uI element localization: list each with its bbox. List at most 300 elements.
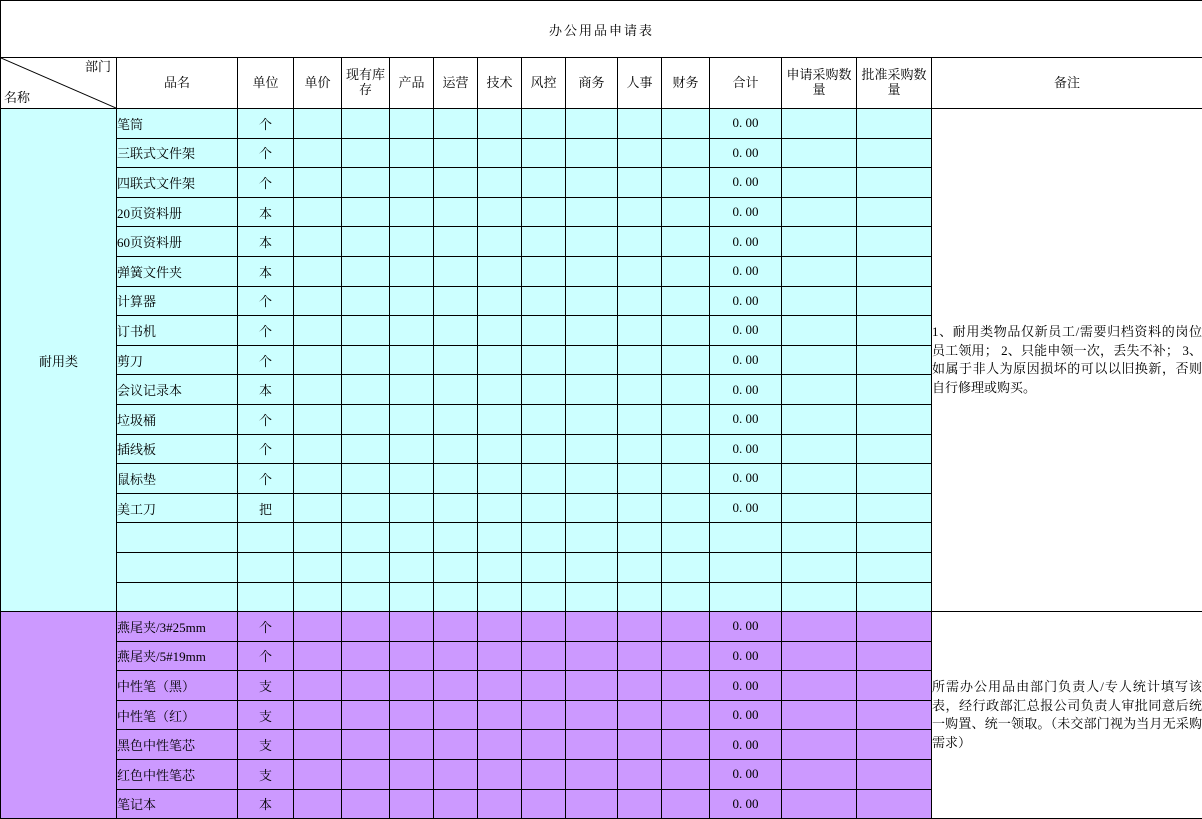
cell-item-name[interactable]: 笔记本: [117, 789, 238, 819]
cell-dept-qty[interactable]: [618, 612, 662, 642]
cell-item-name[interactable]: [117, 582, 238, 612]
cell-approve-qty[interactable]: [857, 582, 932, 612]
cell-dept-qty[interactable]: [662, 138, 710, 168]
cell-dept-qty[interactable]: [390, 789, 434, 819]
cell-item-name[interactable]: 红色中性笔芯: [117, 760, 238, 790]
cell-dept-qty[interactable]: [618, 168, 662, 198]
cell-dept-qty[interactable]: [662, 464, 710, 494]
cell-unit-price[interactable]: [294, 641, 342, 671]
cell-dept-qty[interactable]: [522, 256, 566, 286]
cell-unit-price[interactable]: [294, 256, 342, 286]
cell-dept-qty[interactable]: [566, 582, 618, 612]
cell-dept-qty[interactable]: [662, 671, 710, 701]
cell-dept-qty[interactable]: [618, 760, 662, 790]
cell-dept-qty[interactable]: [618, 138, 662, 168]
cell-unit[interactable]: 本: [238, 256, 294, 286]
cell-dept-qty[interactable]: [390, 464, 434, 494]
cell-apply-qty[interactable]: [782, 316, 857, 346]
cell-apply-qty[interactable]: [782, 345, 857, 375]
cell-dept-qty[interactable]: [566, 789, 618, 819]
cell-stock[interactable]: [342, 464, 390, 494]
cell-item-name[interactable]: 20页资料册: [117, 197, 238, 227]
cell-dept-qty[interactable]: [434, 434, 478, 464]
cell-dept-qty[interactable]: [662, 434, 710, 464]
cell-unit-price[interactable]: [294, 197, 342, 227]
cell-dept-qty[interactable]: [478, 612, 522, 642]
cell-dept-qty[interactable]: [390, 168, 434, 198]
cell-stock[interactable]: [342, 316, 390, 346]
cell-approve-qty[interactable]: [857, 345, 932, 375]
cell-apply-qty[interactable]: [782, 612, 857, 642]
cell-apply-qty[interactable]: [782, 434, 857, 464]
cell-dept-qty[interactable]: [434, 286, 478, 316]
cell-unit-price[interactable]: [294, 493, 342, 523]
cell-approve-qty[interactable]: [857, 375, 932, 405]
cell-dept-qty[interactable]: [478, 316, 522, 346]
cell-dept-qty[interactable]: [434, 168, 478, 198]
cell-dept-qty[interactable]: [522, 227, 566, 257]
cell-dept-qty[interactable]: [522, 138, 566, 168]
cell-dept-qty[interactable]: [390, 345, 434, 375]
cell-unit[interactable]: [238, 523, 294, 553]
cell-dept-qty[interactable]: [522, 612, 566, 642]
cell-unit[interactable]: [238, 582, 294, 612]
cell-dept-qty[interactable]: [390, 641, 434, 671]
cell-dept-qty[interactable]: [522, 316, 566, 346]
cell-stock[interactable]: [342, 375, 390, 405]
cell-dept-qty[interactable]: [566, 641, 618, 671]
cell-dept-qty[interactable]: [662, 700, 710, 730]
cell-dept-qty[interactable]: [566, 138, 618, 168]
cell-dept-qty[interactable]: [478, 345, 522, 375]
cell-stock[interactable]: [342, 789, 390, 819]
cell-item-name[interactable]: 美工刀: [117, 493, 238, 523]
cell-approve-qty[interactable]: [857, 464, 932, 494]
cell-dept-qty[interactable]: [434, 404, 478, 434]
cell-unit-price[interactable]: [294, 612, 342, 642]
cell-dept-qty[interactable]: [566, 316, 618, 346]
cell-dept-qty[interactable]: [390, 760, 434, 790]
cell-stock[interactable]: [342, 493, 390, 523]
cell-item-name[interactable]: 弹簧文件夹: [117, 256, 238, 286]
cell-dept-qty[interactable]: [522, 700, 566, 730]
cell-stock[interactable]: [342, 523, 390, 553]
cell-item-name[interactable]: 笔筒: [117, 109, 238, 139]
cell-approve-qty[interactable]: [857, 612, 932, 642]
cell-unit[interactable]: 个: [238, 109, 294, 139]
cell-unit-price[interactable]: [294, 730, 342, 760]
cell-item-name[interactable]: 会议记录本: [117, 375, 238, 405]
cell-stock[interactable]: [342, 641, 390, 671]
cell-unit[interactable]: 本: [238, 197, 294, 227]
cell-unit-price[interactable]: [294, 582, 342, 612]
cell-dept-qty[interactable]: [522, 671, 566, 701]
cell-dept-qty[interactable]: [662, 227, 710, 257]
cell-item-name[interactable]: 燕尾夹/3#25mm: [117, 612, 238, 642]
cell-apply-qty[interactable]: [782, 582, 857, 612]
cell-unit[interactable]: [238, 552, 294, 582]
cell-dept-qty[interactable]: [662, 552, 710, 582]
cell-dept-qty[interactable]: [566, 256, 618, 286]
cell-dept-qty[interactable]: [522, 730, 566, 760]
cell-unit[interactable]: 个: [238, 138, 294, 168]
cell-unit-price[interactable]: [294, 760, 342, 790]
cell-dept-qty[interactable]: [618, 197, 662, 227]
cell-dept-qty[interactable]: [662, 493, 710, 523]
cell-dept-qty[interactable]: [390, 404, 434, 434]
cell-dept-qty[interactable]: [390, 612, 434, 642]
cell-unit-price[interactable]: [294, 789, 342, 819]
cell-dept-qty[interactable]: [618, 256, 662, 286]
cell-apply-qty[interactable]: [782, 700, 857, 730]
cell-unit[interactable]: 支: [238, 700, 294, 730]
cell-unit[interactable]: 个: [238, 316, 294, 346]
cell-dept-qty[interactable]: [434, 256, 478, 286]
cell-unit-price[interactable]: [294, 523, 342, 553]
cell-dept-qty[interactable]: [390, 671, 434, 701]
cell-dept-qty[interactable]: [390, 109, 434, 139]
cell-unit-price[interactable]: [294, 227, 342, 257]
cell-stock[interactable]: [342, 434, 390, 464]
cell-dept-qty[interactable]: [662, 316, 710, 346]
cell-dept-qty[interactable]: [566, 493, 618, 523]
cell-apply-qty[interactable]: [782, 671, 857, 701]
cell-apply-qty[interactable]: [782, 493, 857, 523]
cell-unit-price[interactable]: [294, 552, 342, 582]
cell-dept-qty[interactable]: [434, 552, 478, 582]
cell-approve-qty[interactable]: [857, 316, 932, 346]
cell-unit[interactable]: 本: [238, 227, 294, 257]
cell-dept-qty[interactable]: [390, 375, 434, 405]
cell-item-name[interactable]: 中性笔（黑）: [117, 671, 238, 701]
cell-dept-qty[interactable]: [390, 434, 434, 464]
cell-dept-qty[interactable]: [618, 316, 662, 346]
cell-stock[interactable]: [342, 671, 390, 701]
cell-dept-qty[interactable]: [478, 671, 522, 701]
cell-dept-qty[interactable]: [478, 523, 522, 553]
cell-dept-qty[interactable]: [434, 316, 478, 346]
cell-apply-qty[interactable]: [782, 552, 857, 582]
cell-dept-qty[interactable]: [566, 227, 618, 257]
cell-dept-qty[interactable]: [390, 197, 434, 227]
cell-apply-qty[interactable]: [782, 760, 857, 790]
cell-approve-qty[interactable]: [857, 789, 932, 819]
cell-unit-price[interactable]: [294, 109, 342, 139]
cell-unit-price[interactable]: [294, 434, 342, 464]
cell-dept-qty[interactable]: [522, 109, 566, 139]
cell-dept-qty[interactable]: [390, 316, 434, 346]
cell-approve-qty[interactable]: [857, 760, 932, 790]
cell-unit-price[interactable]: [294, 464, 342, 494]
cell-dept-qty[interactable]: [522, 464, 566, 494]
cell-stock[interactable]: [342, 138, 390, 168]
cell-dept-qty[interactable]: [566, 168, 618, 198]
cell-apply-qty[interactable]: [782, 138, 857, 168]
cell-dept-qty[interactable]: [662, 286, 710, 316]
cell-dept-qty[interactable]: [618, 582, 662, 612]
cell-unit-price[interactable]: [294, 404, 342, 434]
cell-unit-price[interactable]: [294, 375, 342, 405]
cell-dept-qty[interactable]: [566, 109, 618, 139]
cell-dept-qty[interactable]: [390, 523, 434, 553]
cell-dept-qty[interactable]: [566, 434, 618, 464]
cell-stock[interactable]: [342, 582, 390, 612]
cell-item-name[interactable]: 计算器: [117, 286, 238, 316]
cell-unit[interactable]: 个: [238, 345, 294, 375]
cell-dept-qty[interactable]: [566, 286, 618, 316]
cell-dept-qty[interactable]: [522, 434, 566, 464]
cell-stock[interactable]: [342, 552, 390, 582]
cell-apply-qty[interactable]: [782, 168, 857, 198]
cell-item-name[interactable]: 剪刀: [117, 345, 238, 375]
cell-apply-qty[interactable]: [782, 197, 857, 227]
cell-unit[interactable]: 个: [238, 404, 294, 434]
cell-dept-qty[interactable]: [662, 197, 710, 227]
cell-dept-qty[interactable]: [478, 730, 522, 760]
cell-dept-qty[interactable]: [478, 760, 522, 790]
cell-dept-qty[interactable]: [618, 552, 662, 582]
cell-dept-qty[interactable]: [478, 404, 522, 434]
cell-dept-qty[interactable]: [522, 404, 566, 434]
cell-dept-qty[interactable]: [618, 730, 662, 760]
cell-item-name[interactable]: 四联式文件架: [117, 168, 238, 198]
cell-dept-qty[interactable]: [522, 523, 566, 553]
cell-stock[interactable]: [342, 168, 390, 198]
cell-dept-qty[interactable]: [434, 109, 478, 139]
cell-dept-qty[interactable]: [522, 375, 566, 405]
cell-stock[interactable]: [342, 197, 390, 227]
cell-stock[interactable]: [342, 700, 390, 730]
cell-dept-qty[interactable]: [662, 730, 710, 760]
cell-stock[interactable]: [342, 760, 390, 790]
cell-dept-qty[interactable]: [434, 493, 478, 523]
cell-item-name[interactable]: 燕尾夹/5#19mm: [117, 641, 238, 671]
cell-dept-qty[interactable]: [434, 789, 478, 819]
cell-stock[interactable]: [342, 227, 390, 257]
cell-dept-qty[interactable]: [566, 700, 618, 730]
cell-unit[interactable]: 个: [238, 464, 294, 494]
cell-unit-price[interactable]: [294, 316, 342, 346]
cell-dept-qty[interactable]: [478, 286, 522, 316]
cell-item-name[interactable]: 60页资料册: [117, 227, 238, 257]
cell-stock[interactable]: [342, 109, 390, 139]
cell-unit-price[interactable]: [294, 671, 342, 701]
cell-dept-qty[interactable]: [566, 345, 618, 375]
cell-dept-qty[interactable]: [522, 641, 566, 671]
cell-dept-qty[interactable]: [478, 641, 522, 671]
cell-dept-qty[interactable]: [618, 227, 662, 257]
cell-item-name[interactable]: 鼠标垫: [117, 464, 238, 494]
cell-dept-qty[interactable]: [434, 641, 478, 671]
cell-dept-qty[interactable]: [478, 227, 522, 257]
cell-unit[interactable]: 个: [238, 434, 294, 464]
cell-item-name[interactable]: 黑色中性笔芯: [117, 730, 238, 760]
cell-apply-qty[interactable]: [782, 109, 857, 139]
cell-approve-qty[interactable]: [857, 197, 932, 227]
cell-apply-qty[interactable]: [782, 641, 857, 671]
cell-dept-qty[interactable]: [618, 641, 662, 671]
cell-dept-qty[interactable]: [662, 345, 710, 375]
cell-unit[interactable]: 本: [238, 375, 294, 405]
cell-apply-qty[interactable]: [782, 789, 857, 819]
cell-dept-qty[interactable]: [618, 375, 662, 405]
cell-dept-qty[interactable]: [618, 464, 662, 494]
cell-dept-qty[interactable]: [434, 612, 478, 642]
cell-unit[interactable]: 个: [238, 168, 294, 198]
cell-dept-qty[interactable]: [522, 582, 566, 612]
cell-dept-qty[interactable]: [390, 700, 434, 730]
cell-dept-qty[interactable]: [618, 700, 662, 730]
cell-dept-qty[interactable]: [618, 493, 662, 523]
cell-dept-qty[interactable]: [566, 464, 618, 494]
cell-approve-qty[interactable]: [857, 671, 932, 701]
cell-approve-qty[interactable]: [857, 256, 932, 286]
cell-dept-qty[interactable]: [662, 760, 710, 790]
cell-unit-price[interactable]: [294, 138, 342, 168]
cell-dept-qty[interactable]: [522, 552, 566, 582]
cell-dept-qty[interactable]: [566, 671, 618, 701]
cell-dept-qty[interactable]: [522, 168, 566, 198]
cell-apply-qty[interactable]: [782, 464, 857, 494]
cell-dept-qty[interactable]: [662, 789, 710, 819]
cell-unit-price[interactable]: [294, 286, 342, 316]
cell-dept-qty[interactable]: [618, 345, 662, 375]
cell-stock[interactable]: [342, 286, 390, 316]
cell-dept-qty[interactable]: [618, 404, 662, 434]
cell-unit[interactable]: 个: [238, 641, 294, 671]
cell-unit-price[interactable]: [294, 345, 342, 375]
cell-unit[interactable]: 本: [238, 789, 294, 819]
cell-approve-qty[interactable]: [857, 523, 932, 553]
cell-dept-qty[interactable]: [566, 552, 618, 582]
cell-apply-qty[interactable]: [782, 227, 857, 257]
cell-dept-qty[interactable]: [434, 138, 478, 168]
cell-dept-qty[interactable]: [566, 404, 618, 434]
cell-approve-qty[interactable]: [857, 227, 932, 257]
cell-dept-qty[interactable]: [434, 197, 478, 227]
cell-dept-qty[interactable]: [618, 434, 662, 464]
cell-dept-qty[interactable]: [478, 109, 522, 139]
cell-dept-qty[interactable]: [522, 345, 566, 375]
cell-dept-qty[interactable]: [662, 256, 710, 286]
cell-apply-qty[interactable]: [782, 256, 857, 286]
cell-unit[interactable]: 支: [238, 730, 294, 760]
cell-dept-qty[interactable]: [662, 612, 710, 642]
cell-dept-qty[interactable]: [566, 730, 618, 760]
cell-unit-price[interactable]: [294, 700, 342, 730]
cell-dept-qty[interactable]: [662, 375, 710, 405]
cell-approve-qty[interactable]: [857, 493, 932, 523]
cell-dept-qty[interactable]: [478, 700, 522, 730]
cell-dept-qty[interactable]: [390, 582, 434, 612]
cell-item-name[interactable]: 插线板: [117, 434, 238, 464]
cell-unit[interactable]: 个: [238, 612, 294, 642]
cell-unit-price[interactable]: [294, 168, 342, 198]
cell-stock[interactable]: [342, 345, 390, 375]
cell-dept-qty[interactable]: [662, 582, 710, 612]
cell-dept-qty[interactable]: [566, 760, 618, 790]
cell-dept-qty[interactable]: [478, 197, 522, 227]
cell-dept-qty[interactable]: [522, 493, 566, 523]
cell-dept-qty[interactable]: [390, 552, 434, 582]
cell-unit[interactable]: 支: [238, 760, 294, 790]
cell-dept-qty[interactable]: [662, 641, 710, 671]
cell-dept-qty[interactable]: [434, 730, 478, 760]
cell-dept-qty[interactable]: [566, 612, 618, 642]
cell-dept-qty[interactable]: [434, 375, 478, 405]
cell-dept-qty[interactable]: [390, 256, 434, 286]
cell-dept-qty[interactable]: [390, 286, 434, 316]
cell-dept-qty[interactable]: [566, 523, 618, 553]
cell-apply-qty[interactable]: [782, 286, 857, 316]
cell-approve-qty[interactable]: [857, 138, 932, 168]
cell-approve-qty[interactable]: [857, 404, 932, 434]
cell-dept-qty[interactable]: [434, 523, 478, 553]
cell-dept-qty[interactable]: [434, 760, 478, 790]
cell-approve-qty[interactable]: [857, 286, 932, 316]
cell-dept-qty[interactable]: [662, 109, 710, 139]
cell-dept-qty[interactable]: [522, 760, 566, 790]
cell-dept-qty[interactable]: [478, 552, 522, 582]
cell-dept-qty[interactable]: [478, 464, 522, 494]
cell-dept-qty[interactable]: [478, 493, 522, 523]
cell-unit[interactable]: 把: [238, 493, 294, 523]
cell-stock[interactable]: [342, 730, 390, 760]
cell-dept-qty[interactable]: [434, 671, 478, 701]
cell-dept-qty[interactable]: [434, 582, 478, 612]
cell-dept-qty[interactable]: [478, 434, 522, 464]
cell-dept-qty[interactable]: [434, 700, 478, 730]
cell-apply-qty[interactable]: [782, 375, 857, 405]
cell-stock[interactable]: [342, 612, 390, 642]
cell-item-name[interactable]: [117, 523, 238, 553]
cell-dept-qty[interactable]: [522, 789, 566, 819]
cell-dept-qty[interactable]: [618, 671, 662, 701]
cell-dept-qty[interactable]: [618, 109, 662, 139]
cell-unit[interactable]: 个: [238, 286, 294, 316]
cell-item-name[interactable]: 中性笔（红）: [117, 700, 238, 730]
cell-approve-qty[interactable]: [857, 700, 932, 730]
cell-dept-qty[interactable]: [478, 168, 522, 198]
cell-dept-qty[interactable]: [618, 523, 662, 553]
cell-dept-qty[interactable]: [618, 286, 662, 316]
cell-dept-qty[interactable]: [478, 582, 522, 612]
cell-approve-qty[interactable]: [857, 434, 932, 464]
cell-dept-qty[interactable]: [390, 730, 434, 760]
cell-unit[interactable]: 支: [238, 671, 294, 701]
cell-dept-qty[interactable]: [566, 197, 618, 227]
cell-dept-qty[interactable]: [566, 375, 618, 405]
cell-approve-qty[interactable]: [857, 109, 932, 139]
cell-dept-qty[interactable]: [618, 789, 662, 819]
cell-item-name[interactable]: 垃圾桶: [117, 404, 238, 434]
cell-item-name[interactable]: [117, 552, 238, 582]
cell-dept-qty[interactable]: [478, 789, 522, 819]
cell-apply-qty[interactable]: [782, 730, 857, 760]
cell-approve-qty[interactable]: [857, 552, 932, 582]
cell-apply-qty[interactable]: [782, 404, 857, 434]
cell-dept-qty[interactable]: [434, 227, 478, 257]
cell-dept-qty[interactable]: [662, 523, 710, 553]
cell-dept-qty[interactable]: [478, 138, 522, 168]
cell-dept-qty[interactable]: [434, 345, 478, 375]
cell-dept-qty[interactable]: [478, 256, 522, 286]
cell-dept-qty[interactable]: [662, 404, 710, 434]
cell-dept-qty[interactable]: [434, 464, 478, 494]
cell-dept-qty[interactable]: [522, 286, 566, 316]
cell-dept-qty[interactable]: [662, 168, 710, 198]
cell-apply-qty[interactable]: [782, 523, 857, 553]
